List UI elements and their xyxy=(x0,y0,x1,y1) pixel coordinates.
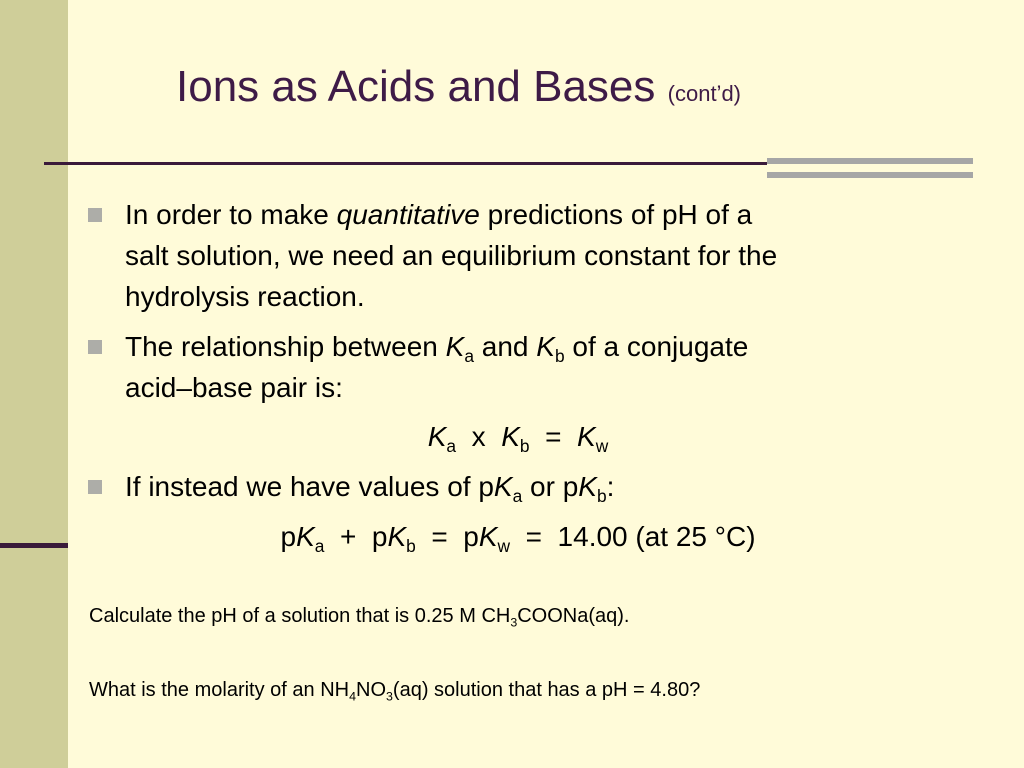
title-main: Ions as Acids and Bases xyxy=(176,62,656,111)
bullet-text: If instead we have values of $pK_a$ or $pK_b$: xyxy=(125,471,615,507)
bullet-marker xyxy=(88,208,102,222)
bullet-quantitative-predictions xyxy=(88,194,948,317)
slide-title xyxy=(176,62,741,113)
title-underline xyxy=(44,162,767,165)
accent-bar-bottom xyxy=(767,172,973,178)
bullet-marker xyxy=(88,340,102,354)
equation-ka-kb-kw: $K_a$ x $K_b = K_w$ xyxy=(427,421,609,457)
accent-bar-top xyxy=(767,158,973,164)
bullet-ka-kb-relationship xyxy=(88,326,948,408)
bullet-pka-pkb-values xyxy=(88,466,948,507)
question-sodium-acetate-ph: Calculate the pH of a solution that is 0.25 M $CH_3COONa(aq)$. xyxy=(89,605,630,630)
bullet-text: In order to make quantitative predictions of pH of a salt solution, we need an equilibrium constant for the hydrolysis reaction. xyxy=(125,199,778,312)
side-decoration-bar xyxy=(0,0,68,768)
bullet-marker xyxy=(88,480,102,494)
question-ammonium-nitrate-molarity: What is the molarity of an $NH_4NO_3(aq)$ solution that has a pH = 4.80? xyxy=(89,679,701,704)
title-suffix: (cont’d) xyxy=(667,81,741,106)
bullet-text: The relationship between $K_a$ and $K_b$ of a conjugate acid–base pair is: xyxy=(125,331,749,403)
equation-pka-pkb-pkw: $pK_a + pK_b = pK_w = 14.00$ (at 25 °C) xyxy=(280,521,756,557)
